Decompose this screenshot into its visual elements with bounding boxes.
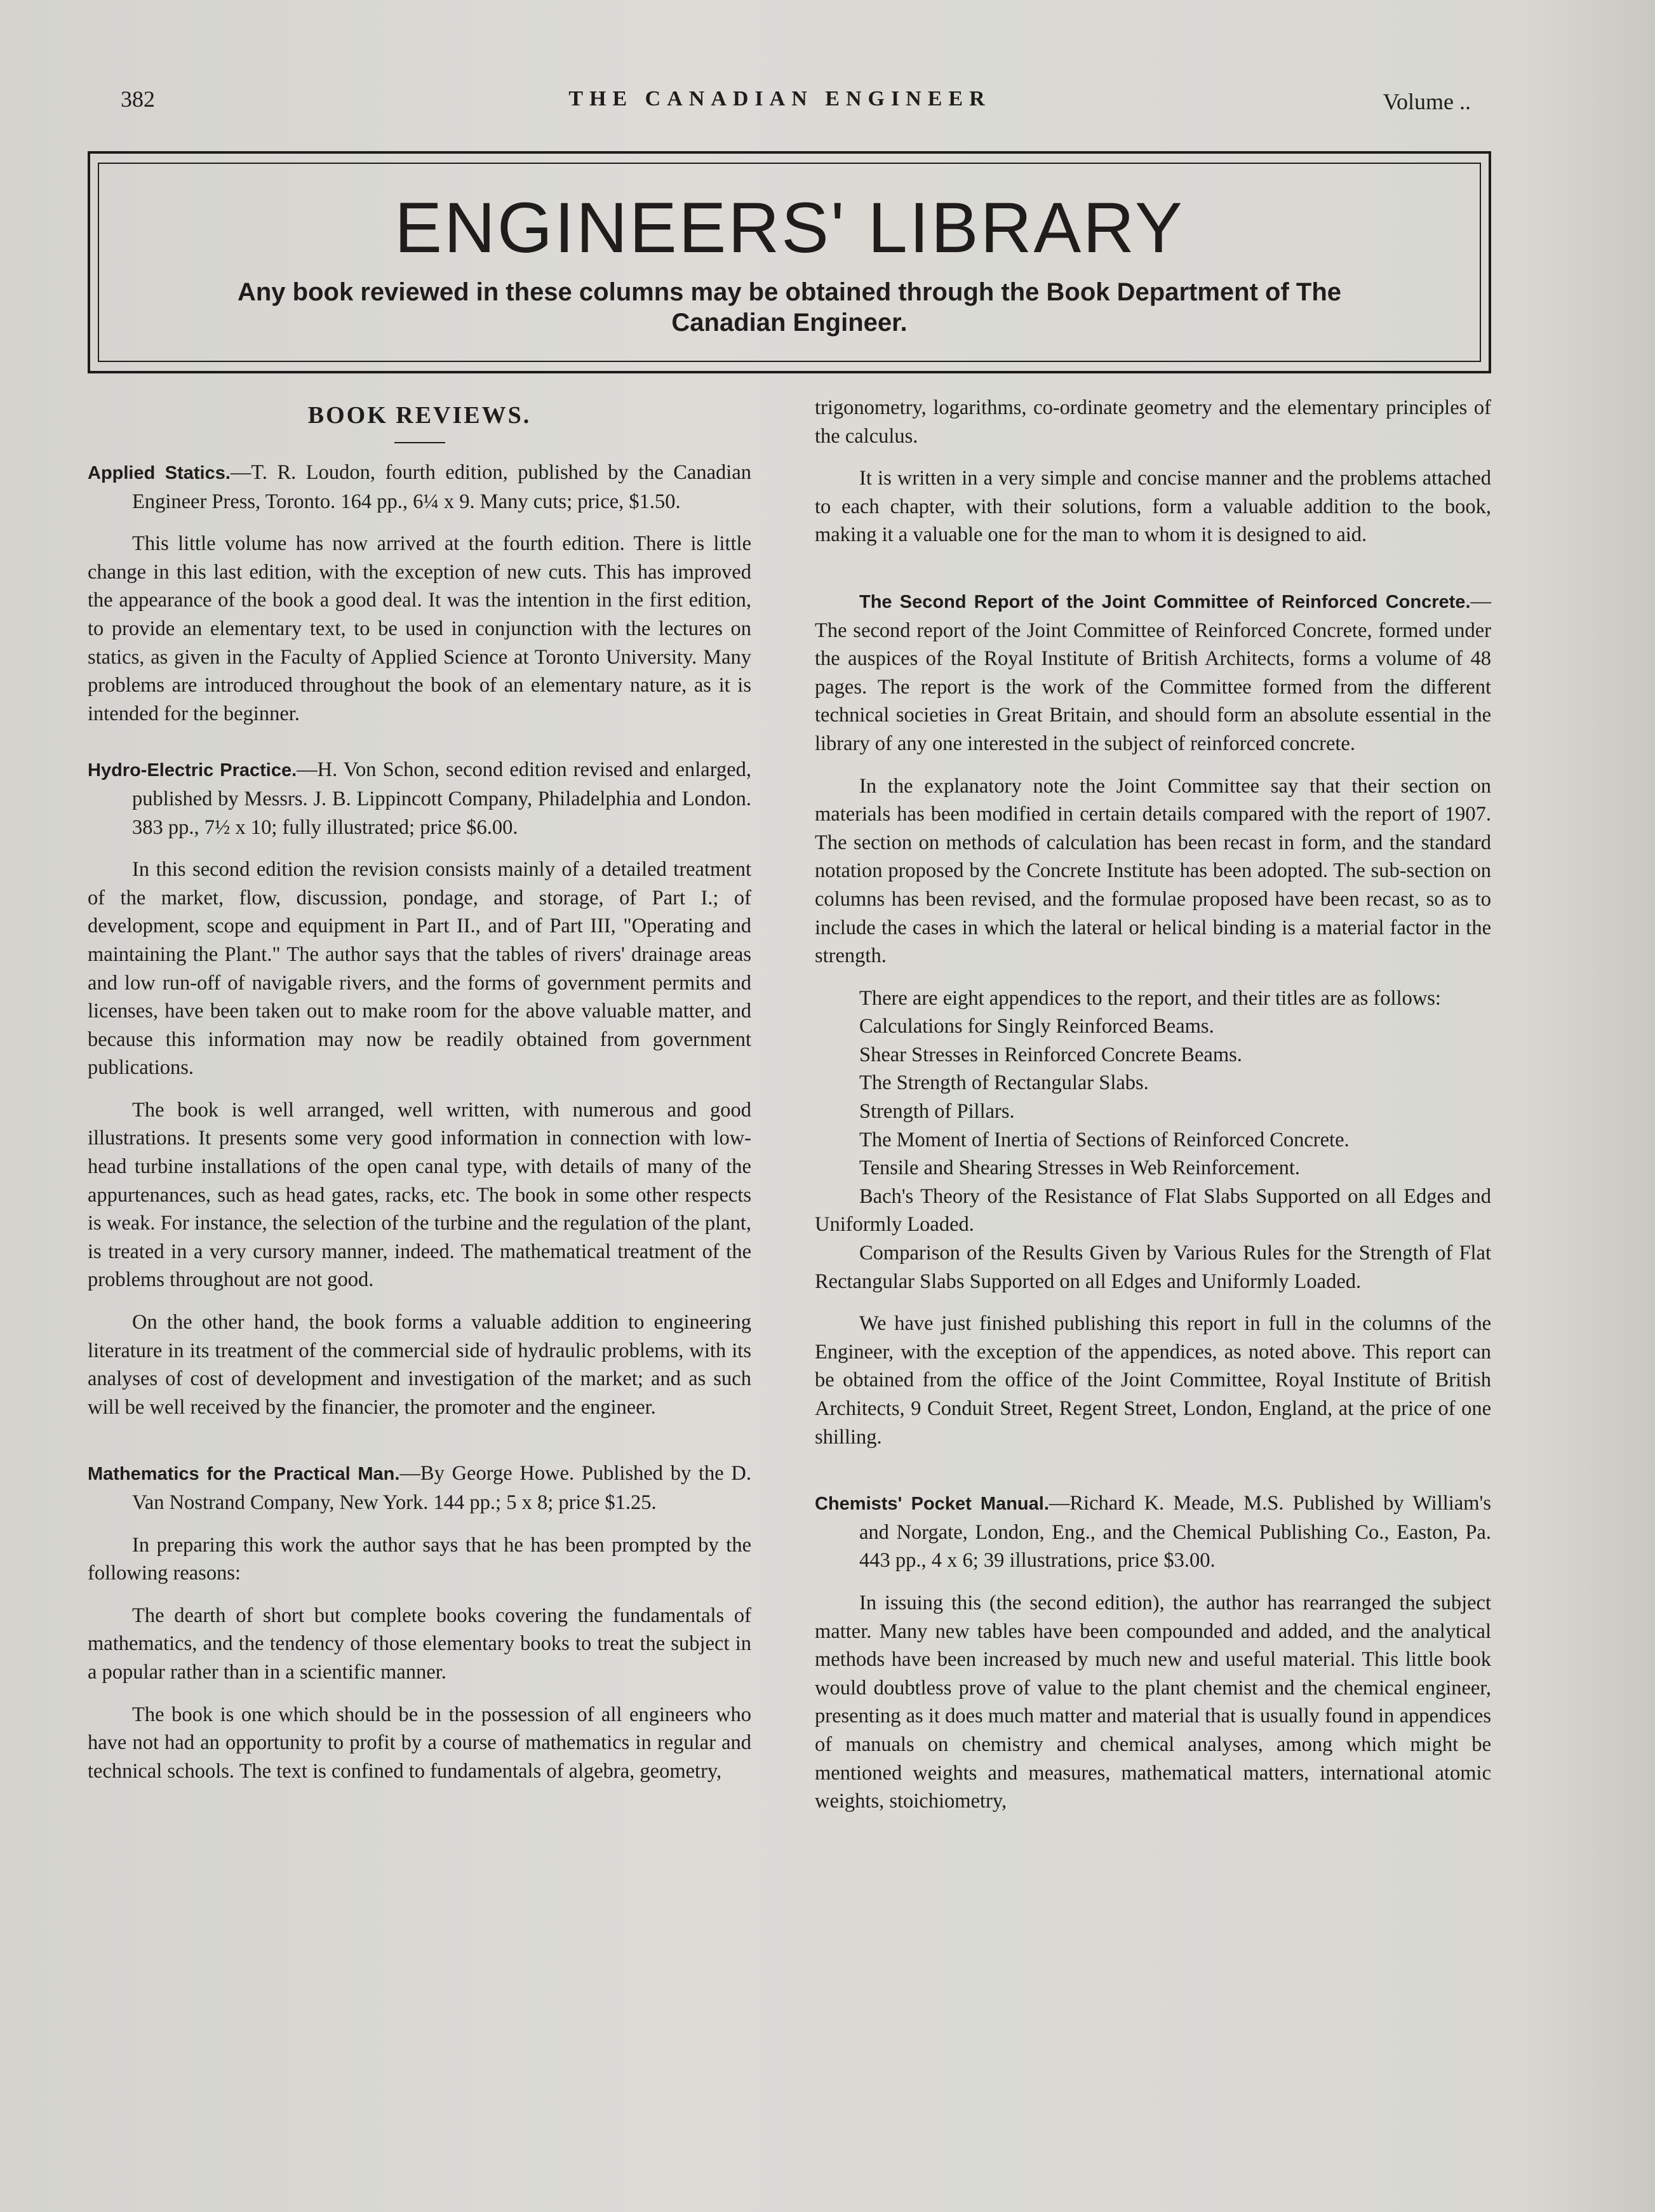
appendix-item: Comparison of the Results Given by Various Rules for the Strength of Flat Rectangular Slabs Supported on all Edges and Uniformly Loaded. — [815, 1242, 1491, 1293]
review-hydro-electric-practice — [88, 756, 751, 1421]
review-paragraph: In preparing this work the author says that he has been prompted by the following reasons: — [88, 1533, 751, 1585]
review-paragraph: In this second edition the revision consists mainly of a detailed treatment of the market, flow, discussion, pondage, and storage, of Part I.; of development, scope and equipment in Part II., and of Part III, "Operating and maintaining the Plant." The author says that the tables of rivers' drainage areas and low run-off of navigable rivers, and the forms of government permits and licenses, have been taken out to make room for the above valuable matter, and because this information may now be readily obtained from government publications. — [88, 858, 751, 1080]
review-title: Applied Statics. — [88, 463, 231, 483]
review-paragraph: On the other hand, the book forms a valuable addition to engineering literature in its treatment of the commercial side of hydraulic problems, with its analyses of cost of development and investigation of the market; and as such will be well received by the financier, the promoter and the engineer. — [88, 1311, 751, 1419]
engineers-library-banner — [88, 151, 1491, 373]
appendix-item: Bach's Theory of the Resistance of Flat Slabs Supported on all Edges and Uniformly Loaded. — [815, 1184, 1491, 1237]
appendix-item: Tensile and Shearing Stresses in Web Reinforcement. — [859, 1156, 1300, 1180]
review-details: —By George Howe. Published by the D. Van Nostrand Company, New York. 144 pp.; 5 x 8; price $1.25. — [132, 1462, 751, 1514]
review-title: Hydro-Electric Practice. — [88, 760, 297, 781]
review-paragraph: We have just finished publishing this report in full in the columns of the Engineer, with the exception of the appendices, as noted above. This report can be obtained from the office of the Joint Committee, Royal Institute of British Architects, 9 Conduit Street, Regent Street, London, England, at the price of one shilling. — [815, 1312, 1491, 1449]
review-title: The Second Report of the Joint Committee of Reinforced Concrete. — [859, 591, 1471, 612]
review-details: —H. Von Schon, second edition revised and enlarged, published by Messrs. J. B. Lippincott Company, Philadelphia and London. 383 pp., 7½ x 10; fully illustrated; price $6.00. — [132, 758, 752, 839]
appendix-item: Calculations for Singly Reinforced Beams. — [859, 1015, 1214, 1038]
page-number: 382 — [121, 86, 155, 112]
review-details: —The second report of the Joint Committee of Reinforced Concrete, formed under the auspices of the Royal Institute of British Architects, forms a volume of 48 pages. The report is the work of the Committee formed from the different technical societies in Great Britain, and should form an absolute essential in the library of any one interested in the subject of reinforced concrete. — [815, 589, 1491, 755]
review-applied-statics — [88, 459, 751, 728]
section-title: BOOK REVIEWS. — [307, 402, 532, 429]
review-mathematics-for-the-practical-man — [88, 1459, 751, 1785]
review-details: —T. R. Loudon, fourth edition, published by the Canadian Engineer Press, Toronto. 164 pp., 6¼ x 9. Many cuts; price, $1.50. — [132, 461, 751, 513]
review-joint-committee-report — [815, 587, 1491, 1451]
review-heading — [88, 459, 751, 516]
appendix-item: The Moment of Inertia of Sections of Reinforced Concrete. — [859, 1128, 1350, 1151]
review-heading — [815, 1489, 1491, 1575]
volume-label: Volume .. — [1383, 89, 1471, 114]
appendix-list — [815, 1012, 1491, 1296]
review-paragraph: The dearth of short but complete books covering the fundamentals of mathematics, and the tendency of those elementary books to treat the subject in a popular rather than in a scientific manner. — [88, 1604, 751, 1684]
review-paragraph: This little volume has now arrived at the fourth edition. There is little change in this last edition, with the exception of new cuts. This has improved the appearance of the book a good deal. It was the intention in the first edition, to provide an elementary text, to be used in conjunction with the lectures on statics, as given in the Faculty of Applied Science at Toronto University. Many problems are introduced throughout the book of an elementary nature, as it is intended for the beginner. — [88, 532, 751, 725]
running-header — [89, 86, 1471, 124]
banner-title: ENGINEERS' LIBRARY — [394, 188, 1184, 267]
section-rule — [394, 442, 445, 443]
review-paragraph: The book is well arranged, well written, with numerous and good illustrations. It presents some very good information in connection with low-head turbine installations of the open canal type, with details of many of the appurtenances, such as head gates, racks, etc. The book in some other respects is weak. For instance, the selection of the turbine and the regulation of the plant, is treated in a very cursory manner, indeed. The mathematical treatment of the problems throughout are not good. — [88, 1098, 751, 1292]
review-heading — [88, 756, 751, 841]
journal-title: THE CANADIAN ENGINEER — [568, 87, 991, 111]
review-title: Mathematics for the Practical Man. — [88, 1464, 400, 1485]
appendix-item: The Strength of Rectangular Slabs. — [859, 1071, 1149, 1095]
review-heading — [815, 587, 1491, 758]
review-paragraph: There are eight appendices to the report, and their titles are as follows: — [859, 986, 1441, 1010]
review-paragraph: The book is one which should be in the possession of all engineers who have not had an opportunity to profit by a course of mathematics in regular and technical schools. The text is confined to fundamentals of algebra, geometry, — [88, 1703, 751, 1783]
banner-subtitle: Any book reviewed in these columns may be obtained through the Book Department of The Canadian Engineer. — [237, 278, 1341, 337]
banner-inner-frame — [98, 163, 1481, 362]
review-title: Chemists' Pocket Manual. — [815, 1494, 1049, 1515]
review-chemists-pocket-manual — [815, 1489, 1491, 1816]
review-paragraph: It is written in a very simple and concise manner and the problems attached to each chapter, with their solutions, form a valuable addition to the book, making it a valuable one for the man to whom it is designed to aid. — [815, 467, 1491, 547]
left-column — [88, 394, 751, 1785]
review-paragraph: In issuing this (the second edition), the author has rearranged the subject matter. Many new tables have been compounded and added, and the analytical methods have been increased by much new and useful material. This little book would doubtless prove of value to the plant chemist and the chemical engineer, presenting as it does much matter and material that is usually found in appendices of manuals on chemistry and chemical analyses, among which might be mentioned weights and measures, mathematical matters, international atomic weights, stoichiometry, — [815, 1591, 1491, 1813]
right-column — [815, 394, 1491, 1816]
review-heading — [88, 1459, 751, 1517]
review-details: —Richard K. Meade, M.S. Published by William's and Norgate, London, Eng., and the Chemical Publishing Co., Easton, Pa. 443 pp., 4 x 6; 39 illustrations, price $3.00. — [859, 1492, 1491, 1572]
review-paragraph: In the explanatory note the Joint Committee say that their section on materials has been modified in certain details compared with the report of 1907. The section on methods of calculation has been recast in form, and the standard notation proposed by the Concrete Institute has been adopted. The sub-section on columns has been revised, and the formulae proposed have been recast, so as to include the cases in which the lateral or helical binding is a material factor in the strength. — [815, 774, 1491, 968]
appendix-item: Shear Stresses in Reinforced Concrete Beams. — [859, 1043, 1242, 1066]
appendix-item: Strength of Pillars. — [859, 1100, 1015, 1123]
continued-paragraph: trigonometry, logarithms, co-ordinate geometry and the elementary principles of the calculus. — [815, 396, 1491, 448]
